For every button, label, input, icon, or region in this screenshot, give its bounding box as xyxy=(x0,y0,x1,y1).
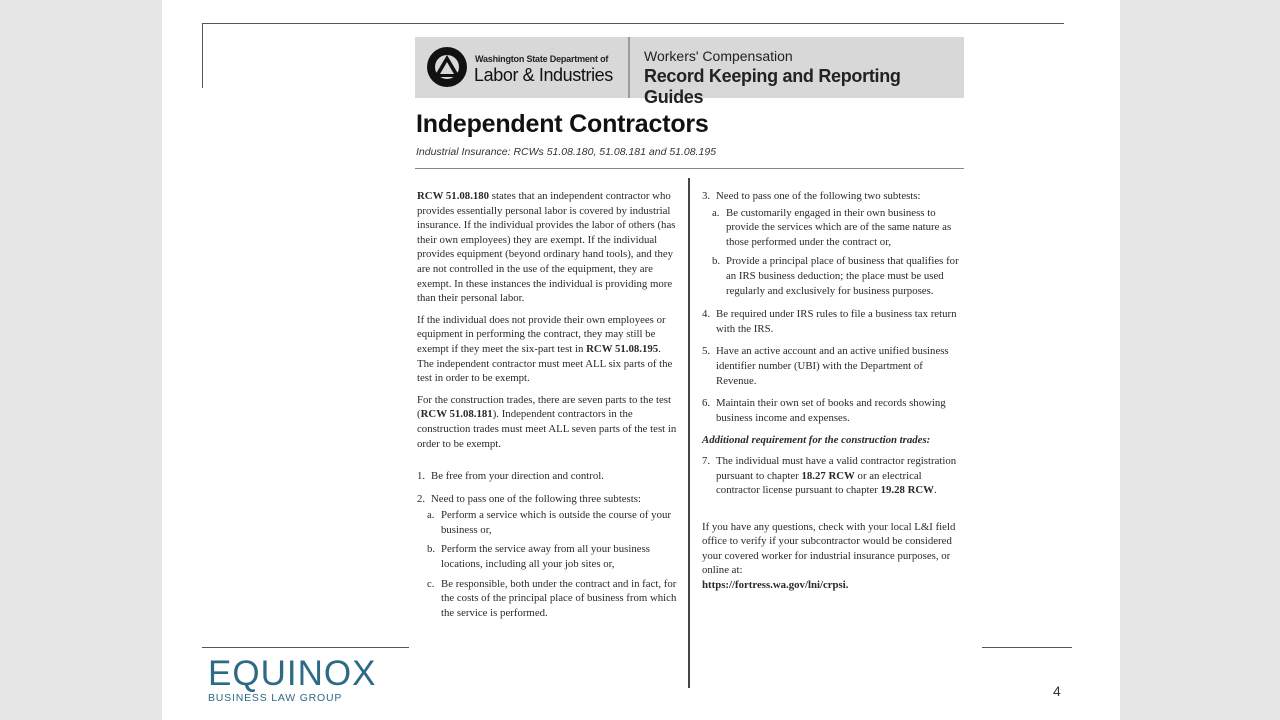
sub-item-text: Be customarily engaged in their own business to provide the services which are of the same nature as those performed under the contract or, xyxy=(726,206,952,248)
sub-item-text: Be responsible, both under the contract and in fact, for the costs of the principal place of business from which the service is performed. xyxy=(441,577,677,619)
list-item-text: or an electrical contractor license pursuant to chapter xyxy=(716,469,922,497)
left-rule xyxy=(202,23,203,88)
list-item-text: Have an active account and an active unified business identifier number (UBI) with the Department of Revenue. xyxy=(716,345,949,387)
list-item: 3. Need to pass one of the following two subtests: xyxy=(702,190,921,202)
closing-text: If you have any questions, check with your local L&I field office to verify if your subcontractor would be considered your covered worker for industrial insurance purposes, or online at: xyxy=(702,520,956,577)
title-rule xyxy=(415,168,964,169)
rcw-reference: 18.27 RCW xyxy=(801,469,855,482)
list-item: 2. Need to pass one of the following three subtests: xyxy=(417,492,641,505)
list-item: 6. Maintain their own set of books and records showing business income and expenses. xyxy=(702,397,946,424)
sub-item: b. Perform the service away from all your business locations, including all your job sites or, xyxy=(427,543,650,571)
lni-department-label: Washington State Department of xyxy=(475,54,609,64)
paragraph-text: For the construction trades, there are seven parts to the test ( xyxy=(417,393,671,421)
list-item-text: Need to pass one of the following two subtests: xyxy=(716,190,921,202)
sub-item-text: Perform a service which is outside the course of your business or, xyxy=(441,509,671,536)
brand-name: EQUINOX xyxy=(208,654,377,693)
paragraph-text: . The independent contractor must meet ALL six parts of the test in order to be exempt. xyxy=(417,342,673,385)
rcw-reference: RCW 51.08.195 xyxy=(586,342,659,355)
brand-tagline: BUSINESS LAW GROUP xyxy=(208,692,343,704)
list-item-text: Need to pass one of the following three subtests: xyxy=(431,492,641,505)
document-subtitle: Industrial Insurance: RCWs 51.08.180, 51.08.181 and 51.08.195 xyxy=(416,146,717,158)
list-item-text: Be free from your direction and control. xyxy=(431,470,604,483)
sub-item-text: Provide a principal place of business that qualifies for an IRS business deduction; the place must be used regularly and exclusively for business purposes. xyxy=(726,255,959,297)
list-item-text: Be required under IRS rules to file a business tax return with the IRS. xyxy=(716,308,957,335)
bottom-rule-right xyxy=(982,647,1072,648)
sub-item-text: Perform the service away from all your business locations, including all your job sites or, xyxy=(441,543,650,571)
page-number: 4 xyxy=(1053,683,1061,699)
sub-item: c. Be responsible, both under the contract and in fact, for the costs of the principal place of business from which the service is performed. xyxy=(427,577,677,619)
additional-requirement-heading: Additional requirement for the construction trades: xyxy=(702,434,931,447)
list-item: 7. The individual must have a valid contractor registration pursuant to chapter 18.27 RCW or an electrical contractor license pursuant to chapter 19.28 RCW. xyxy=(702,454,957,497)
banner-divider xyxy=(628,37,630,98)
right-column xyxy=(702,189,964,593)
sub-item: a. Be customarily engaged in their own business to provide the services which are of the same nature as those performed under the contract or, xyxy=(712,206,952,248)
paragraph-construction xyxy=(417,393,679,451)
list-item: 4. Be required under IRS rules to file a business tax return with the IRS. xyxy=(702,308,957,335)
list-item-text: . xyxy=(933,484,937,497)
rcw-reference: RCW 51.08.180 xyxy=(417,190,490,202)
sub-item: b. Provide a principal place of business that qualifies for an IRS business deduction; the place must be used regularly and exclusively for business purposes. xyxy=(712,255,959,297)
top-rule xyxy=(202,23,1064,24)
rcw-reference: RCW 51.08.181 xyxy=(420,408,493,421)
document-banner xyxy=(415,37,964,107)
lni-url[interactable]: https://fortress.wa.gov/lni/crpsi. xyxy=(702,579,849,592)
banner-subtitle: Workers' Compensation xyxy=(644,48,793,64)
paragraph-rcw-180 xyxy=(417,189,679,306)
banner-title: Record Keeping and Reporting Guides xyxy=(644,66,901,107)
list-item-text: The individual must have a valid contractor registration pursuant to chapter xyxy=(716,454,957,482)
paragraph-text: ). Independent contractors in the construction trades must meet ALL seven parts of the test in order to be exempt. xyxy=(417,408,677,450)
lni-agency-name: Labor & Industries xyxy=(474,65,613,85)
left-column xyxy=(417,189,679,625)
rcw-reference: 19.28 RCW xyxy=(880,484,934,497)
sub-item: a. Perform a service which is outside the course of your business or, xyxy=(427,509,671,536)
paragraph-text: If the individual does not provide their own employees or equipment in performing the contract, they may still be exempt if they meet the six-part test in xyxy=(417,313,666,355)
paragraph-text: states that an independent contractor who provides essentially personal labor is covered by industrial insurance. If the individual provides the labor of others (has their own employees) they are exempt. If the individual provides equipment (beyond ordinary hand tools), and they are not controlled in the use of the equipment, they are exempt. In these instances the individual is providing more than their personal labor. xyxy=(417,190,676,305)
list-item-text: Maintain their own set of books and records showing business income and expenses. xyxy=(716,397,946,424)
document-page xyxy=(415,37,964,647)
list-item: 5. Have an active account and an active unified business identifier number (UBI) with the Department of Revenue. xyxy=(702,345,949,387)
lni-logo xyxy=(426,46,468,88)
equinox-logo xyxy=(208,655,376,704)
column-divider xyxy=(688,178,690,688)
closing-paragraph xyxy=(702,520,964,578)
list-item: 1. Be free from your direction and control. xyxy=(417,470,604,483)
paragraph-six-part xyxy=(417,313,679,386)
bottom-rule-left xyxy=(202,647,409,648)
document-title: Independent Contractors xyxy=(416,110,709,138)
